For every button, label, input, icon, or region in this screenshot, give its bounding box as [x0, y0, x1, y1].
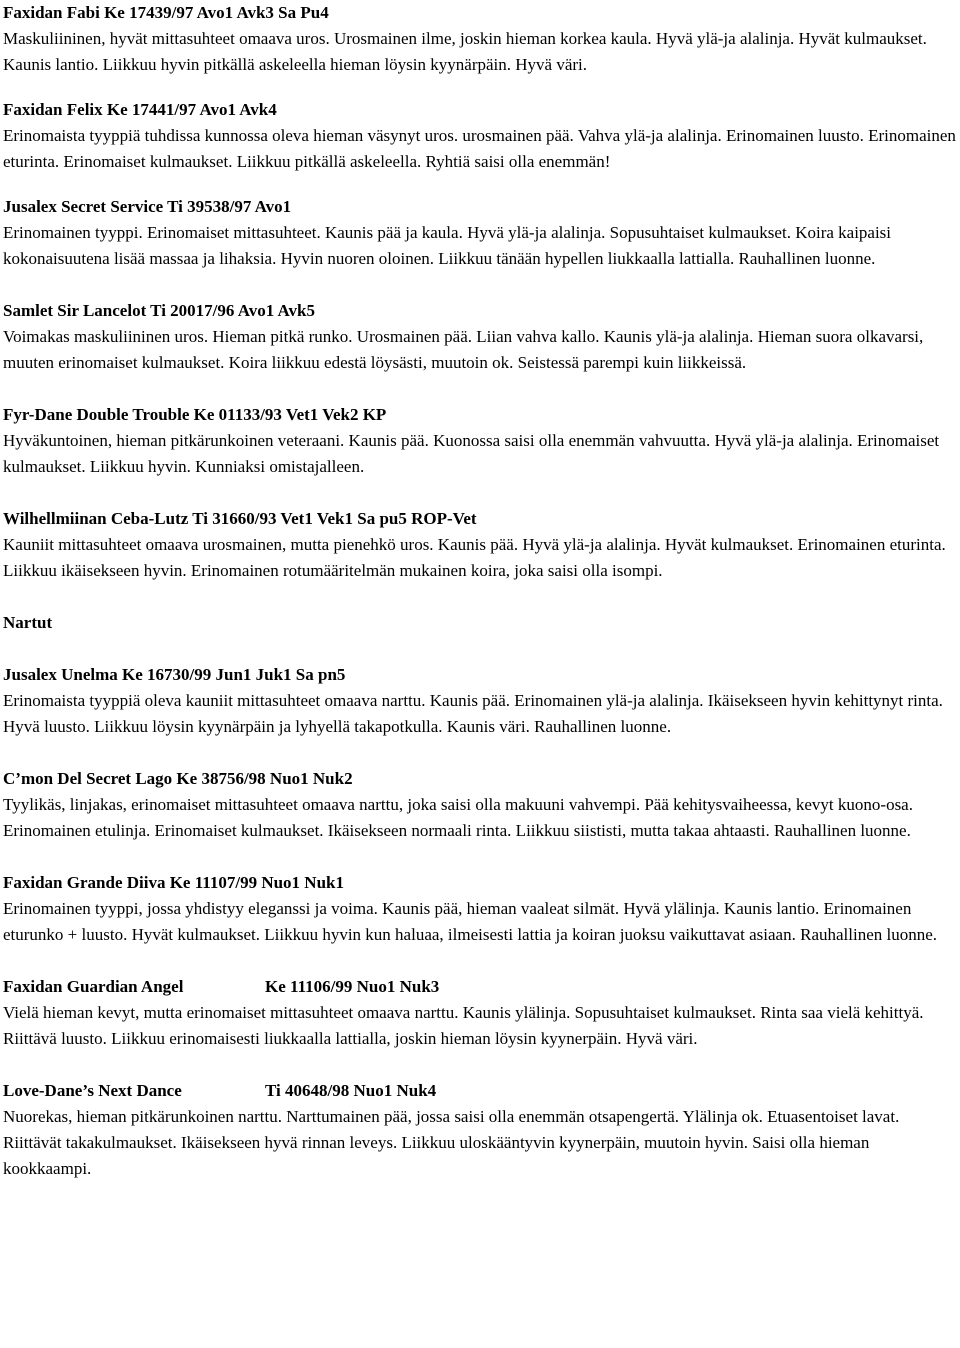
entry-text: Erinomainen tyyppi, jossa yhdistyy eleganssi ja voima. Kaunis pää, hieman vaaleat silmät. Hyvä ylälinja. Kaunis lantio. Erinomainen eturunko + luusto. Hyvät kulmaukset. Liikkuu hyvin kun haluaa, ilmeisesti lattia ja koiran juoksu vaikuttavat asiaan. Rauhallinen luonne. — [3, 899, 938, 944]
dog-entry — [3, 870, 958, 948]
entry-heading-registration: Ti 40648/98 Nuo1 Nuk4 — [265, 1081, 437, 1100]
entry-text: Vielä hieman kevyt, mutta erinomaiset mittasuhteet omaava narttu. Kaunis ylälinja. Sopusuhtaiset kulmaukset. Rinta saa vielä kehittyä. Riittävä luusto. Liikkuu erinomaisesti liukkaalla lattialla, joskin hieman löysin kyynerpäin. Hyvä väri. — [3, 1003, 924, 1048]
entry-text: Hyväkuntoinen, hieman pitkärunkoinen veteraani. Kaunis pää. Kuonossa saisi olla enemmän vahvuutta. Hyvä ylä-ja alalinja. Erinomaiset kulmaukset. Liikkuu hyvin. Kunniaksi omistajalleen. — [3, 431, 940, 476]
entry-heading: Wilhellmiinan Ceba-Lutz Ti 31660/93 Vet1 Vek1 Sa pu5 ROP-Vet — [3, 509, 477, 528]
dog-entry — [3, 766, 958, 844]
entry-text: Erinomaista tyyppiä tuhdissa kunnossa oleva hieman väsynyt uros. urosmainen pää. Vahva ylä-ja alalinja. Erinomainen luusto. Erinomainen eturinta. Erinomaiset kulmaukset. Liikkuu pitkällä askeleella. Ryhtiä saisi olla enemmän! — [3, 126, 956, 171]
entry-heading: Faxidan Felix Ke 17441/97 Avo1 Avk4 — [3, 100, 277, 119]
entry-heading-name: Faxidan Guardian Angel — [3, 977, 184, 996]
entry-text: Maskuliininen, hyvät mittasuhteet omaava uros. Urosmainen ilme, joskin hieman korkea kaula. Hyvä ylä-ja alalinja. Hyvät kulmaukset. Kaunis lantio. Liikkuu hyvin pitkällä askeleella hieman löysin kyynärpäin. Hyvä väri. — [3, 29, 927, 74]
entry-heading: Fyr-Dane Double Trouble Ke 01133/93 Vet1 Vek2 KP — [3, 405, 387, 424]
entry-heading: Jusalex Unelma Ke 16730/99 Jun1 Juk1 Sa pn5 — [3, 665, 346, 684]
entry-text: Erinomaista tyyppiä oleva kauniit mittasuhteet omaava narttu. Kaunis pää. Erinomainen ylä-ja alalinja. Ikäisekseen hyvin kehittynyt rinta. Hyvä luusto. Liikkuu löysin kyynärpäin ja lyhyellä takapotkulla. Kaunis väri. Rauhallinen luonne. — [3, 691, 943, 736]
entry-text: Kauniit mittasuhteet omaava urosmainen, mutta pienehkö uros. Kaunis pää. Hyvä ylä-ja alalinja. Hyvät kulmaukset. Erinomainen eturinta. Liikkuu ikäisekseen hyvin. Erinomainen rotumääritelmän mukainen koira, joka saisi olla isompi. — [3, 535, 946, 580]
entry-heading: Jusalex Secret Service Ti 39538/97 Avo1 — [3, 197, 292, 216]
entry-heading-registration: Ke 11106/99 Nuo1 Nuk3 — [265, 977, 440, 996]
entry-text: Nuorekas, hieman pitkärunkoinen narttu. Narttumainen pää, jossa saisi olla enemmän otsapengertä. Ylälinja ok. Etuasentoiset lavat. Riittävät takakulmaukset. Ikäisekseen hyvä rinnan leveys. Liikkuu uloskääntyvin kyynerpäin, muutoin hyvin. Saisi olla hieman kookkaampi. — [3, 1107, 900, 1178]
dog-entry — [3, 0, 958, 78]
entry-heading: C’mon Del Secret Lago Ke 38756/98 Nuo1 Nuk2 — [3, 769, 353, 788]
dog-entry — [3, 974, 958, 1052]
entry-heading — [3, 974, 958, 1000]
entry-heading-name: Love-Dane’s Next Dance — [3, 1081, 182, 1100]
dog-entry — [3, 402, 958, 480]
dog-entry — [3, 662, 958, 740]
dog-entry — [3, 298, 958, 376]
dog-entry — [3, 506, 958, 584]
entry-heading: Samlet Sir Lancelot Ti 20017/96 Avo1 Avk5 — [3, 301, 316, 320]
entry-text: Erinomainen tyyppi. Erinomaiset mittasuhteet. Kaunis pää ja kaula. Hyvä ylä-ja alalinja. Sopusuhtaiset kulmaukset. Koira kaipaisi kokonaisuutena lisää massaa ja lihaksia. Hyvin nuoren oloinen. Liikkuu tänään hypellen liukkaalla lattialla. Rauhallinen luonne. — [3, 223, 892, 268]
entry-heading: Faxidan Fabi Ke 17439/97 Avo1 Avk3 Sa Pu4 — [3, 3, 329, 22]
entry-text: Tyylikäs, linjakas, erinomaiset mittasuhteet omaava narttu, joka saisi olla makuuni vahvempi. Pää kehitysvaiheessa, kevyt kuono-osa. Erinomainen etulinja. Erinomaiset kulmaukset. Ikäisekseen normaali rinta. Liikkuu siististi, mutta takaa ahtaasti. Rauhallinen luonne. — [3, 795, 913, 840]
dog-entry — [3, 1078, 958, 1182]
entry-heading: Faxidan Grande Diiva Ke 11107/99 Nuo1 Nuk1 — [3, 873, 344, 892]
dog-entry — [3, 194, 958, 272]
entry-heading — [3, 1078, 958, 1104]
dog-entry — [3, 97, 958, 175]
section-title-females: Nartut — [3, 613, 53, 632]
entry-text: Voimakas maskuliininen uros. Hieman pitkä runko. Urosmainen pää. Liian vahva kallo. Kaunis ylä-ja alalinja. Hieman suora olkavarsi, muuten erinomaiset kulmaukset. Koira liikkuu edestä löysästi, muutoin ok. Seistessä parempi kuin liikkeissä. — [3, 327, 924, 372]
